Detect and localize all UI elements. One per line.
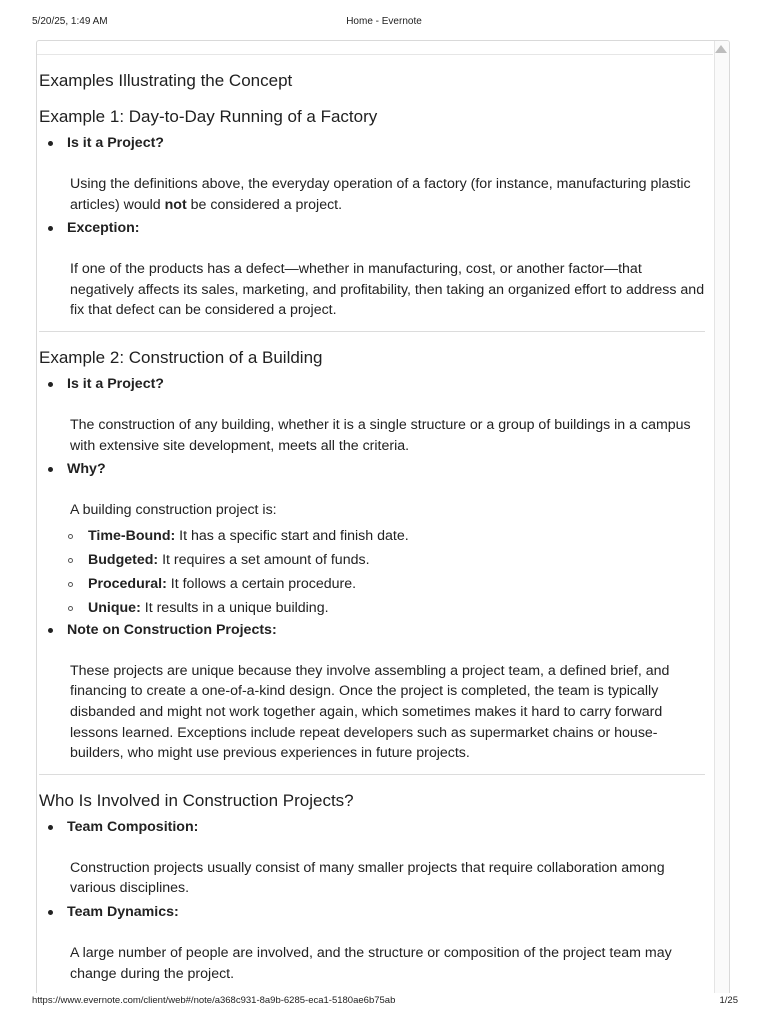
sub-bullet-icon bbox=[68, 582, 73, 587]
item-text-part: be considered a project. bbox=[186, 196, 343, 213]
sub-bullet-icon bbox=[68, 606, 73, 611]
criteria-name: Budgeted: bbox=[88, 551, 159, 568]
print-header bbox=[0, 16, 768, 30]
note-viewer bbox=[36, 40, 730, 993]
criteria-item bbox=[67, 548, 707, 572]
list-item bbox=[39, 218, 707, 321]
print-page-number: 1/25 bbox=[719, 995, 738, 1006]
criteria-name: Unique: bbox=[88, 599, 141, 616]
bullet-icon bbox=[48, 226, 53, 231]
bullet-icon bbox=[48, 382, 53, 387]
note-heading: Examples Illustrating the Concept bbox=[39, 71, 293, 90]
criteria-list bbox=[67, 524, 707, 620]
involved-list bbox=[39, 817, 707, 984]
bullet-icon bbox=[48, 628, 53, 633]
note-body[interactable] bbox=[39, 69, 707, 987]
bullet-icon bbox=[48, 910, 53, 915]
criteria-desc: It has a specific start and finish date. bbox=[175, 527, 409, 544]
scroll-up-arrow-icon[interactable] bbox=[715, 45, 727, 53]
item-label: Exception: bbox=[67, 220, 140, 237]
item-label: Is it a Project? bbox=[67, 135, 164, 151]
item-text: Construction projects usually consist of many smaller projects that require collaboration among various disciplines. bbox=[70, 859, 665, 897]
item-text: These projects are unique because they involve assembling a project team, a defined brief, and financing to create a one-of-a-kind design. Once the project is completed, the team is typically disbanded and might not work together again, which sometimes makes it hard to carry forward lessons learned. Exceptions include repeat developers such as supermarket chains or house-builders, who might use previous experiences in future projects. bbox=[70, 662, 670, 762]
item-label: Why? bbox=[67, 461, 106, 478]
item-text bbox=[67, 174, 707, 215]
criteria-desc: It results in a unique building. bbox=[140, 599, 329, 616]
list-item bbox=[39, 902, 707, 984]
item-label: Note on Construction Projects: bbox=[67, 621, 277, 638]
criteria-name: Procedural: bbox=[88, 575, 167, 592]
print-url: https://www.evernote.com/client/web#/note/a368c931-8a9b-6285-eca1-5180ae6b75ab bbox=[32, 995, 396, 1006]
criteria-item bbox=[67, 524, 707, 548]
sub-bullet-icon bbox=[68, 558, 73, 563]
print-footer bbox=[0, 995, 768, 1009]
example1-list bbox=[39, 133, 707, 321]
item-text: A large number of people are involved, and the structure or composition of the project team may change during the project. bbox=[70, 944, 672, 982]
item-text-bold: not bbox=[164, 196, 187, 213]
item-label: Team Dynamics: bbox=[67, 903, 179, 920]
sub-bullet-icon bbox=[68, 534, 73, 539]
print-window-title: Home - Evernote bbox=[346, 16, 422, 27]
criteria-desc: It follows a certain procedure. bbox=[166, 575, 357, 592]
item-text: A building construction project is: bbox=[70, 502, 277, 519]
involved-title: Who Is Involved in Construction Projects? bbox=[39, 790, 354, 810]
criteria-item bbox=[67, 596, 707, 620]
criteria-name: Time-Bound: bbox=[88, 527, 176, 544]
item-label: Is it a Project? bbox=[67, 375, 164, 392]
list-item bbox=[39, 817, 707, 899]
criteria-item bbox=[67, 572, 707, 596]
list-item bbox=[39, 133, 707, 215]
list-item bbox=[39, 374, 707, 456]
bullet-icon bbox=[48, 825, 53, 830]
criteria-desc: It requires a set amount of funds. bbox=[158, 551, 370, 568]
toolbar-divider bbox=[37, 54, 713, 55]
list-item bbox=[39, 459, 707, 620]
bullet-icon bbox=[48, 467, 53, 472]
item-text-part: Using the definitions above, the everyday operation of a factory (for instance, manufacturing plastic articles) would bbox=[70, 176, 691, 213]
print-datetime: 5/20/25, 1:49 AM bbox=[32, 16, 108, 27]
section-divider bbox=[39, 774, 705, 775]
example2-list bbox=[39, 374, 707, 764]
section-divider bbox=[39, 331, 705, 332]
item-text: If one of the products has a defect—whether in manufacturing, cost, or another factor—that negatively affects its sales, marketing, and profitability, then taking an organized effort to address and fix that defect can be considered a project. bbox=[70, 261, 705, 319]
example1-title: Example 1: Day-to-Day Running of a Factory bbox=[39, 107, 378, 126]
bullet-icon bbox=[48, 141, 53, 146]
scrollbar[interactable] bbox=[714, 41, 729, 993]
item-label: Team Composition: bbox=[67, 818, 199, 835]
item-text: The construction of any building, whether it is a single structure or a group of buildings in a campus with extensive site development, meets all the criteria. bbox=[70, 416, 691, 454]
list-item bbox=[39, 620, 707, 764]
example2-title: Example 2: Construction of a Building bbox=[39, 347, 323, 367]
